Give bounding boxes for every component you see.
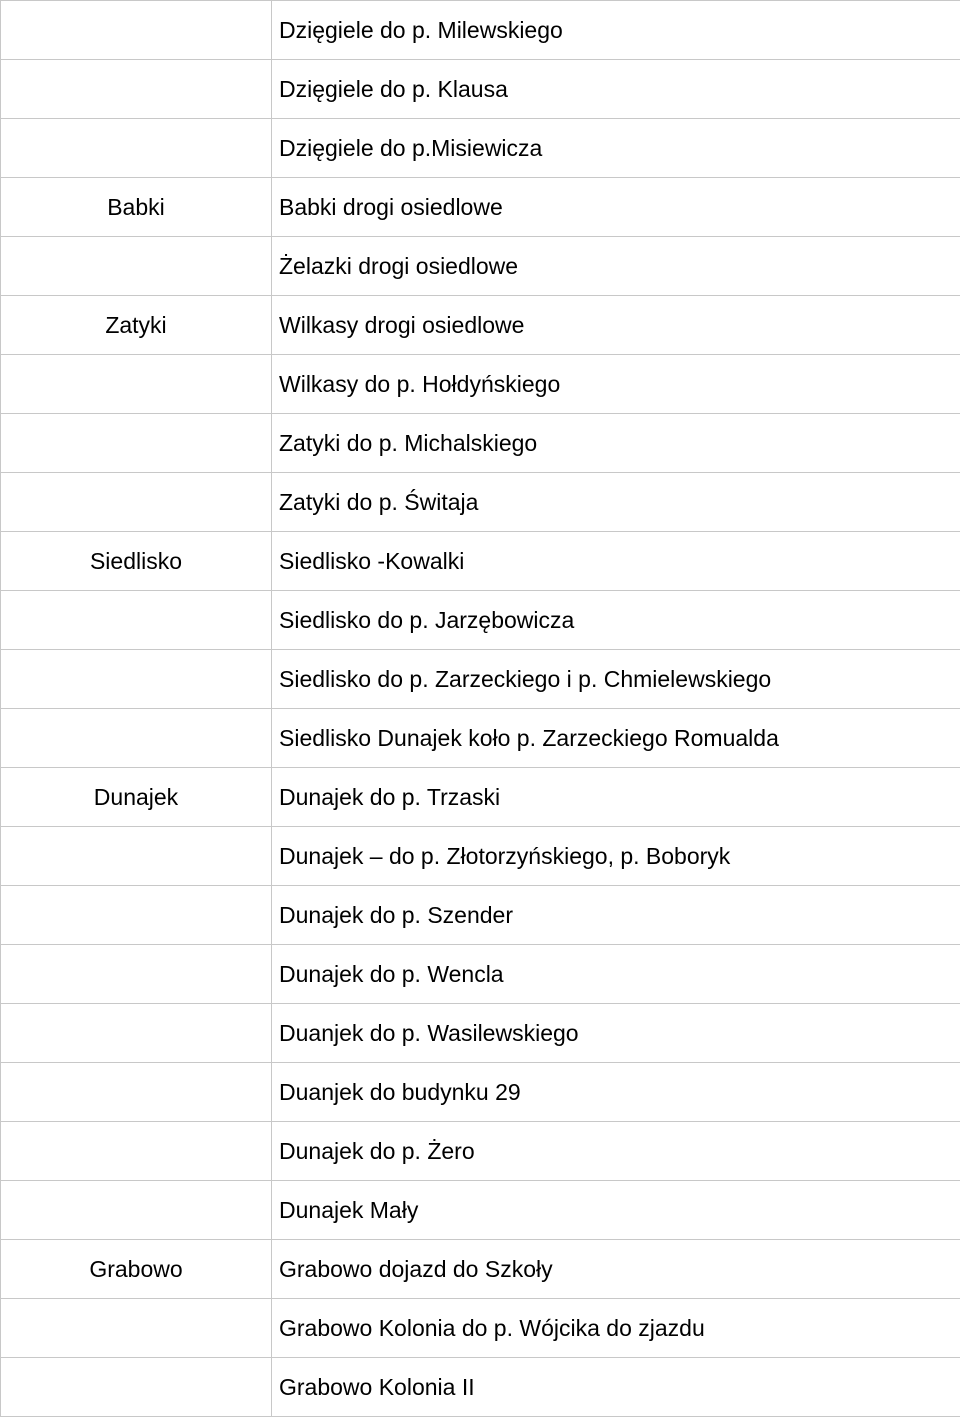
village-cell: [1, 945, 272, 1004]
village-cell: Dunajek: [1, 768, 272, 827]
village-cell: [1, 237, 272, 296]
village-cell: [1, 1299, 272, 1358]
table-row: [1, 1063, 960, 1122]
village-cell: [1, 1063, 272, 1122]
road-cell: Grabowo Kolonia II: [272, 1358, 960, 1417]
road-cell: Wilkasy drogi osiedlowe: [272, 296, 960, 355]
village-cell: [1, 1358, 272, 1417]
road-cell: Zatyki do p. Michalskiego: [272, 414, 960, 473]
road-cell: Siedlisko Dunajek koło p. Zarzeckiego Romualda: [272, 709, 960, 768]
table-row: [1, 768, 960, 827]
road-cell: Duanjek do p. Wasilewskiego: [272, 1004, 960, 1063]
table-row: [1, 414, 960, 473]
table-row: [1, 827, 960, 886]
road-cell: Dzięgiele do p. Milewskiego: [272, 1, 960, 60]
table-row: [1, 237, 960, 296]
table-row: [1, 473, 960, 532]
road-cell: Babki drogi osiedlowe: [272, 178, 960, 237]
village-cell: [1, 119, 272, 178]
table-row: [1, 591, 960, 650]
road-cell: Dunajek – do p. Złotorzyńskiego, p. Boboryk: [272, 827, 960, 886]
table-row: [1, 709, 960, 768]
table-row: [1, 1240, 960, 1299]
village-cell: Siedlisko: [1, 532, 272, 591]
village-cell: [1, 60, 272, 119]
table-row: [1, 1, 960, 60]
road-cell: Dunajek do p. Trzaski: [272, 768, 960, 827]
road-cell: Grabowo dojazd do Szkoły: [272, 1240, 960, 1299]
village-cell: [1, 473, 272, 532]
road-cell: Wilkasy do p. Hołdyńskiego: [272, 355, 960, 414]
table-row: [1, 532, 960, 591]
village-cell: [1, 591, 272, 650]
village-cell: [1, 650, 272, 709]
village-cell: [1, 355, 272, 414]
table-row: [1, 650, 960, 709]
table-row: [1, 1358, 960, 1417]
village-cell: [1, 827, 272, 886]
road-cell: Siedlisko do p. Jarzębowicza: [272, 591, 960, 650]
village-cell: [1, 886, 272, 945]
village-cell: Zatyki: [1, 296, 272, 355]
village-cell: [1, 1122, 272, 1181]
village-cell: Grabowo: [1, 1240, 272, 1299]
table-row: [1, 886, 960, 945]
road-cell: Dunajek do p. Wencla: [272, 945, 960, 1004]
table-row: [1, 1122, 960, 1181]
village-cell: [1, 709, 272, 768]
road-cell: Duanjek do budynku 29: [272, 1063, 960, 1122]
road-cell: Siedlisko do p. Zarzeckiego i p. Chmielewskiego: [272, 650, 960, 709]
road-cell: Dunajek do p. Żero: [272, 1122, 960, 1181]
road-cell: Dunajek do p. Szender: [272, 886, 960, 945]
village-cell: [1, 1004, 272, 1063]
table-row: [1, 296, 960, 355]
village-cell: Babki: [1, 178, 272, 237]
table-row: [1, 119, 960, 178]
road-cell: Dzięgiele do p. Klausa: [272, 60, 960, 119]
village-cell: [1, 1, 272, 60]
table-row: [1, 1299, 960, 1358]
road-cell: Siedlisko -Kowalki: [272, 532, 960, 591]
road-cell: Dunajek Mały: [272, 1181, 960, 1240]
road-cell: Zatyki do p. Świtaja: [272, 473, 960, 532]
table-row: [1, 945, 960, 1004]
table-row: [1, 355, 960, 414]
table-row: [1, 60, 960, 119]
road-cell: Żelazki drogi osiedlowe: [272, 237, 960, 296]
table-row: [1, 1181, 960, 1240]
village-cell: [1, 414, 272, 473]
road-cell: Grabowo Kolonia do p. Wójcika do zjazdu: [272, 1299, 960, 1358]
road-table-body: [1, 1, 960, 1417]
table-row: [1, 1004, 960, 1063]
road-cell: Dzięgiele do p.Misiewicza: [272, 119, 960, 178]
table-row: [1, 178, 960, 237]
village-cell: [1, 1181, 272, 1240]
